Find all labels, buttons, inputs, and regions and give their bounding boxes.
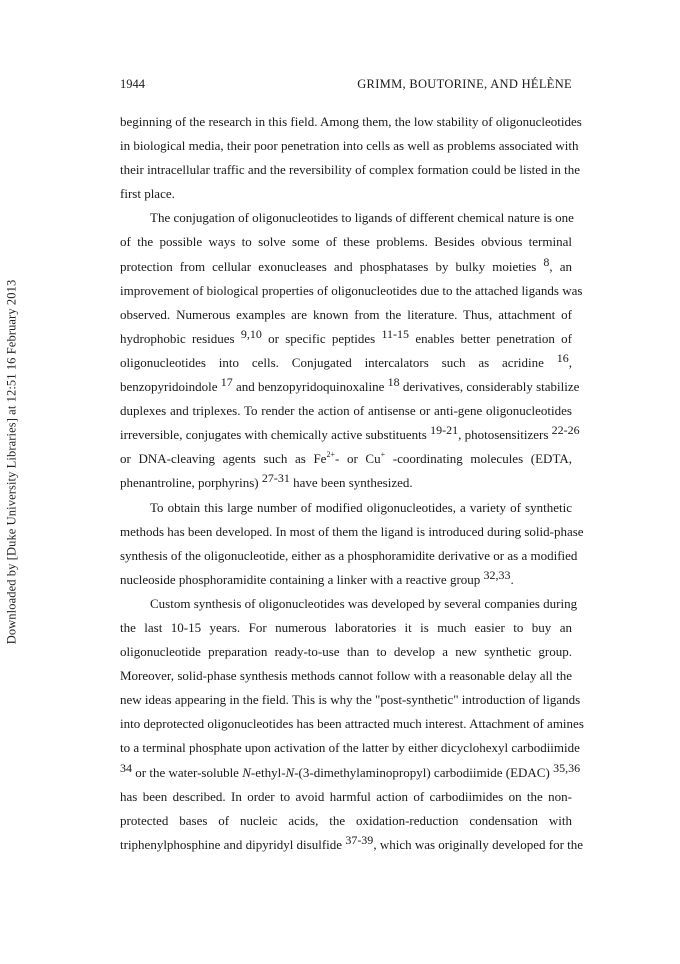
text-line: protected bases of nucleic acids, the oxidation-reduction condensation with	[120, 812, 572, 828]
citation-reference: 16	[556, 350, 569, 365]
text-line: of the possible ways to solve some of these problems. Besides obvious terminal	[120, 234, 572, 250]
citation-reference: 35,36	[553, 760, 581, 775]
text-line: protection from cellular exonucleases and phosphatases by bulky moieties 8, an	[120, 254, 572, 274]
paragraph	[120, 206, 583, 495]
text-line: The conjugation of oligonucleotides to ligands of different chemical nature is one	[150, 210, 574, 226]
citation-reference: 8	[543, 254, 550, 269]
text-line: Moreover, solid-phase synthesis methods cannot follow with a reasonable delay all the	[120, 668, 572, 684]
ion-charge-superscript: 2+	[326, 450, 335, 460]
citation-reference: 27-31	[261, 471, 290, 486]
article-body	[120, 110, 584, 857]
text-line: new ideas appearing in the field. This is why the "post-synthetic" introduction of ligands	[120, 692, 581, 708]
paragraph	[120, 592, 584, 857]
citation-reference: 9,10	[240, 326, 262, 341]
italic-text: N	[242, 764, 251, 780]
text-line: their intracellular traffic and the reversibility of complex formation could be listed in the	[120, 162, 581, 178]
citation-reference: 22-26	[551, 423, 580, 438]
text-line: the last 10-15 years. For numerous laboratories it is much easier to buy an	[120, 619, 572, 635]
text-line: first place.	[120, 186, 175, 202]
citation-reference: 19-21	[430, 423, 459, 438]
citation-reference: 18	[387, 375, 400, 390]
text-line: beginning of the research in this field. Among them, the low stability of oligonucleotides	[120, 114, 582, 129]
text-line: duplexes and triplexes. To render the action of antisense or anti-gene oligonucleotides	[120, 403, 572, 419]
running-header	[120, 77, 572, 95]
text-line: triphenylphosphine and dipyridyl disulfide 37-39, which was originally developed for the	[120, 832, 584, 852]
text-line: benzopyridoindole 17 and benzopyridoquinoxaline 18 derivatives, considerably stabilize	[120, 375, 580, 395]
text-line: irreversible, conjugates with chemically active substituents 19-21, photosensitizers 22-26	[120, 423, 580, 443]
download-watermark-text: Downloaded by [Duke University Libraries] at 12:51 16 February 2013	[4, 279, 19, 645]
ion-charge-superscript: +	[380, 450, 386, 460]
text-line: phenantroline, porphyrins) 27-31 have been synthesized.	[120, 471, 413, 491]
running-head-authors: GRIMM, BOUTORINE, AND HÉLÈNE	[357, 77, 572, 91]
text-line: in biological media, their poor penetration into cells as well as problems associated with	[120, 138, 579, 154]
citation-reference: 32,33	[483, 567, 511, 582]
text-line: oligonucleotide preparation ready-to-use than to develop a new synthetic group.	[120, 644, 572, 660]
text-line: to a terminal phosphate upon activation of the latter by either dicyclohexyl carbodiimide	[120, 740, 580, 756]
text-line: methods has been developed. In most of them the ligand is introduced during solid-phase	[120, 523, 584, 539]
citation-reference: 11-15	[381, 326, 410, 341]
text-line: nucleoside phosphoramidite containing a linker with a reactive group 32,33.	[120, 567, 514, 587]
citation-reference: 37-39	[345, 832, 374, 847]
text-line: into deprotected oligonucleotides has been attracted much interest. Attachment of amines	[120, 716, 584, 732]
text-line: improvement of biological properties of oligonucleotides due to the attached ligands was	[120, 282, 583, 298]
citation-reference: 34	[120, 760, 132, 775]
text-line: or DNA-cleaving agents such as $Fe^{2+}-$ or Cu+ -coordinating molecules (EDTA,	[120, 450, 572, 467]
page-number: 1944	[120, 77, 145, 91]
citation-reference: 17	[220, 375, 233, 390]
text-line: oligonucleotides into cells. Conjugated intercalators such as acridine 16,	[120, 350, 572, 370]
text-line: Custom synthesis of oligonucleotides was developed by several companies during	[150, 595, 578, 611]
text-line: synthesis of the oligonucleotide, either as a phosphoramidite derivative or as a modified	[120, 547, 578, 563]
text-line: 34 or the water-soluble N-ethyl-N-(3-dimethylaminopropyl) carbodiimide (EDAC) 35,36	[120, 760, 581, 780]
text-line: observed. Numerous examples are known from the literature. Thus, attachment of	[120, 306, 572, 322]
text-line: To obtain this large number of modified oligonucleotides, a variety of synthetic	[150, 499, 572, 515]
text-line: has been described. In order to avoid harmful action of carbodiimides on the non-	[120, 788, 572, 804]
paragraph	[120, 110, 582, 206]
italic-text: N	[285, 764, 295, 780]
text-line: hydrophobic residues 9,10 or specific peptides 11-15 enables better penetration of	[120, 326, 572, 346]
paragraph	[120, 496, 584, 592]
